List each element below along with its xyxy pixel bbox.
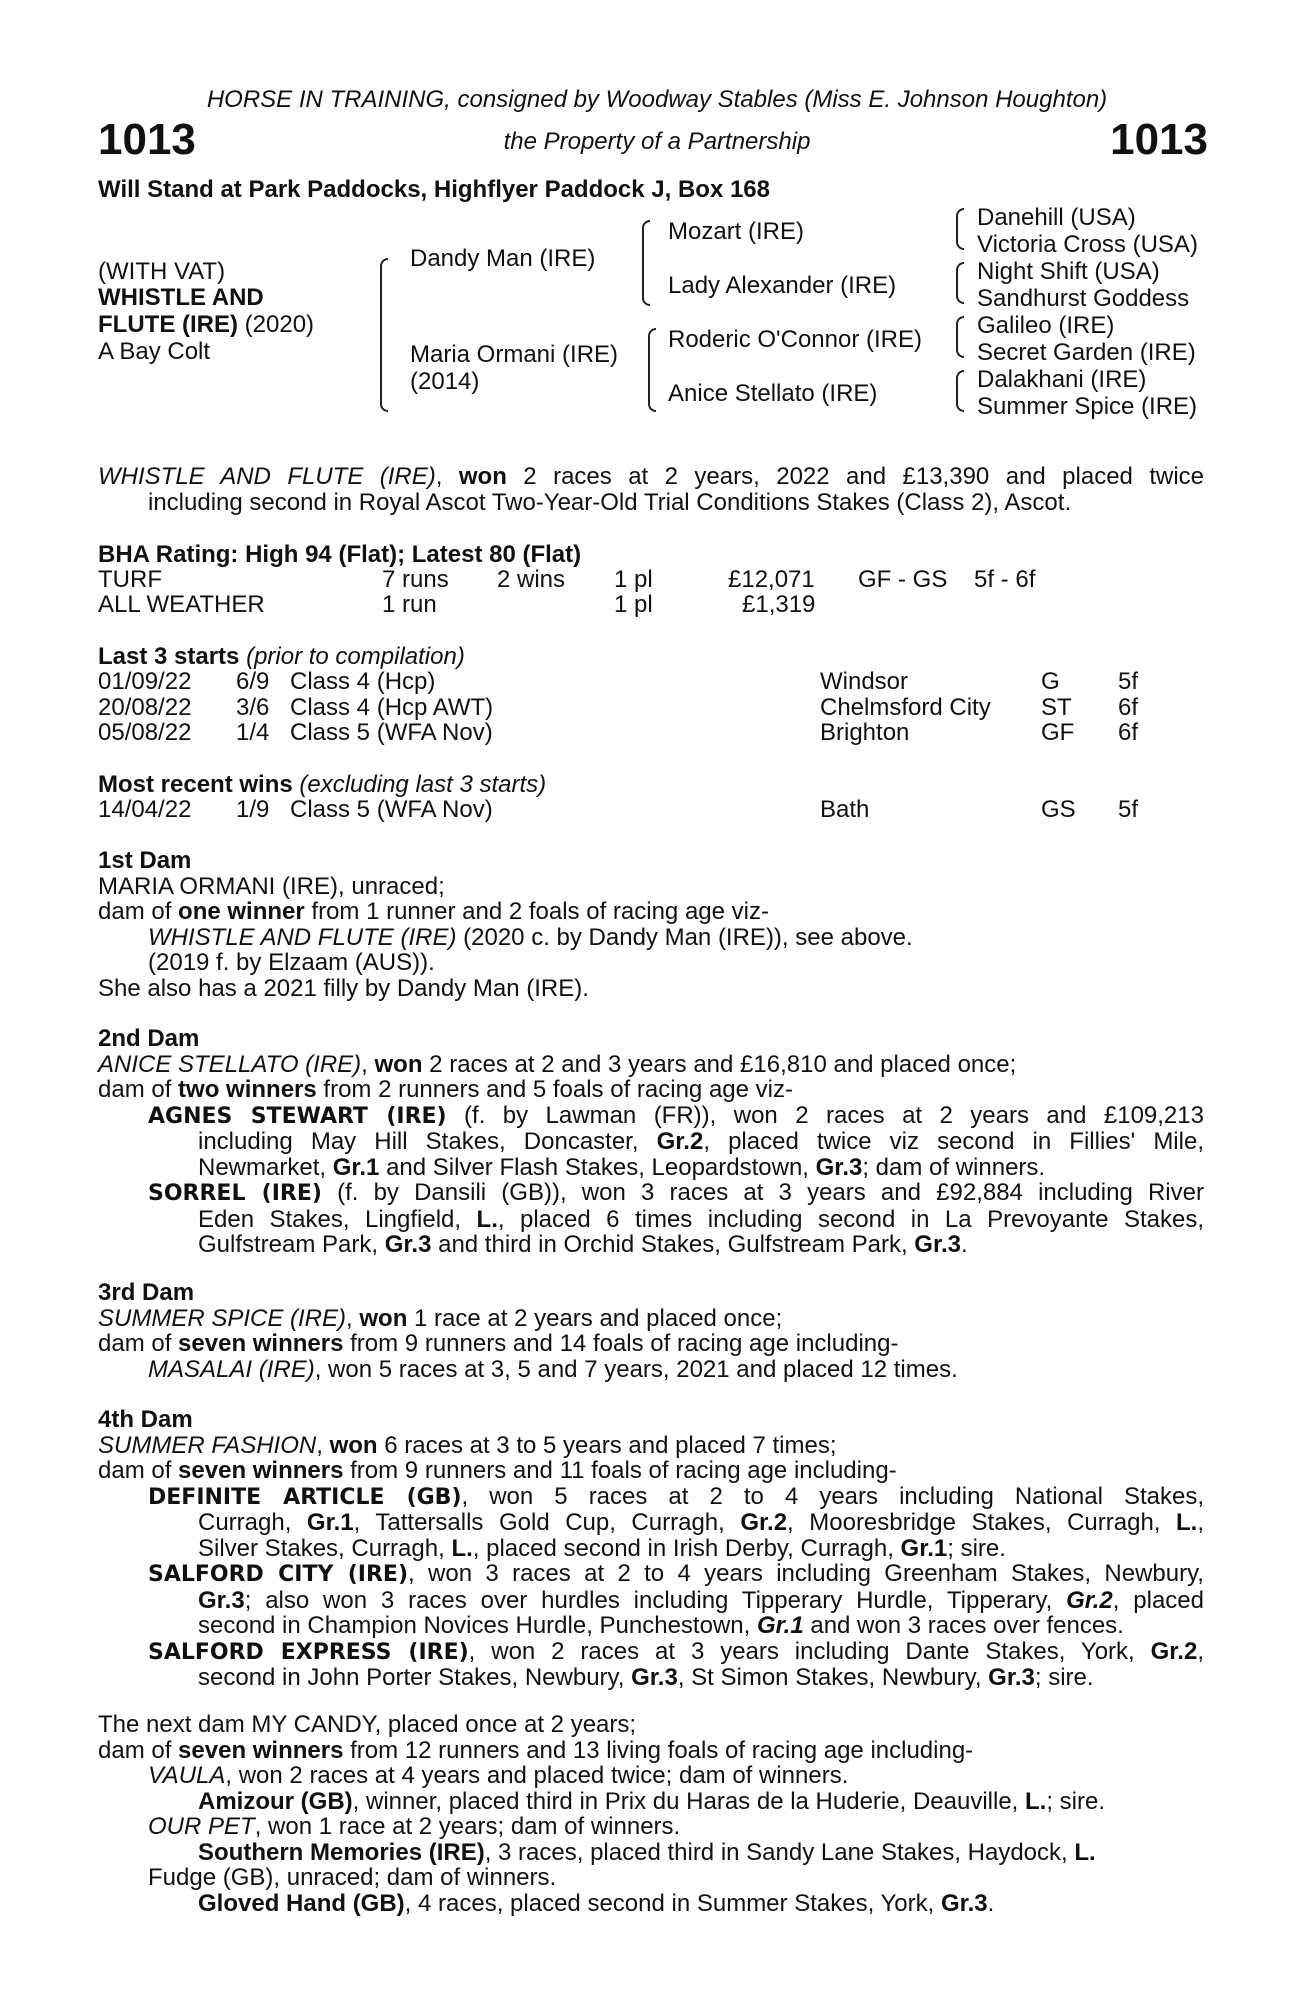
- dam3-line3: [98, 1357, 1204, 1383]
- last3-r2-cls: Class 4 (Hcp AWT): [290, 694, 494, 721]
- rating-turf-runs: 7 runs: [382, 566, 449, 593]
- property-line: the Property of a Partnership: [503, 128, 811, 155]
- dam2-l1b: ,: [361, 1050, 375, 1078]
- sorrel-2c: , placed 6 times including second in La Prevoyante Stakes,: [497, 1205, 1204, 1233]
- se-2b: Gr.3: [631, 1664, 678, 1691]
- da-1: , won 5 races at 2 to 4 years including National Stakes,: [461, 1482, 1204, 1510]
- rating-turf-surface: TURF: [98, 566, 162, 593]
- dam1-line4: (2019 f. by Elzaam (AUS)).: [148, 949, 435, 976]
- next-l2b: seven winners: [178, 1736, 344, 1764]
- last3-r1-cls: Class 4 (Hcp): [290, 668, 436, 695]
- last3-r1-dist: 5f: [1118, 668, 1139, 695]
- ped-sds: Night Shift (USA): [977, 258, 1160, 285]
- sorrel-3a: Gulfstream Park,: [198, 1231, 385, 1258]
- last3-title-text: Last 3 starts: [98, 643, 240, 670]
- se-2d: Gr.3: [988, 1664, 1035, 1691]
- da-2d: Gr.2: [740, 1509, 788, 1536]
- last3-r2-going: ST: [1041, 694, 1072, 721]
- rating-turf-wins: 2 wins: [497, 566, 566, 593]
- summary-name: WHISTLE AND FLUTE (IRE): [98, 463, 436, 490]
- dam3-l1b: ,: [346, 1304, 360, 1332]
- dam3-l3a: MASALAI (IRE): [148, 1355, 315, 1383]
- da-3a: Silver Stakes, Curragh,: [198, 1534, 452, 1562]
- sorrel-3c: and third in Orchid Stakes, Gulfstream Park,: [431, 1231, 915, 1258]
- da-3c: , placed second in Irish Derby, Curragh,: [472, 1534, 901, 1562]
- sorrel-2b: L.: [476, 1205, 498, 1233]
- next-l2a: dam of: [98, 1736, 179, 1764]
- dam3-title: 3rd Dam: [98, 1279, 195, 1306]
- se-1b: Gr.2: [1150, 1637, 1198, 1665]
- last3-r3-dist: 6f: [1118, 719, 1139, 746]
- dam1-l2a: dam of: [98, 898, 179, 925]
- lot-number-right: 1013: [1110, 115, 1208, 164]
- next-l8a: Gloved Hand (GB): [198, 1889, 405, 1917]
- sire-sire: Mozart (IRE): [668, 218, 805, 245]
- next-l8c: Gr.3: [940, 1889, 988, 1917]
- da-2e: , Mooresbridge Stakes, Curragh,: [787, 1509, 1177, 1536]
- dam3-l1c: won: [359, 1304, 408, 1332]
- recent-title-text: Most recent wins: [98, 771, 293, 798]
- rating-title: BHA Rating: High 94 (Flat); Latest 80 (Flat): [98, 541, 582, 568]
- last3-r3-course: Brighton: [820, 719, 910, 746]
- next-l5a: OUR PET: [148, 1813, 255, 1840]
- brace-ss: [956, 208, 964, 250]
- rating-aw-surface: ALL WEATHER: [98, 591, 265, 618]
- last3-r3-going: GF: [1041, 719, 1075, 746]
- dam1-line1: MARIA ORMANI (IRE), unraced;: [98, 872, 445, 900]
- brace-sire: [642, 220, 650, 306]
- brace-sd: [956, 262, 964, 304]
- rating-turf-pl: 1 pl: [614, 566, 653, 593]
- next-l3b: , won 2 races at 4 years and placed twice; dam of winners.: [225, 1762, 849, 1789]
- last3-r2-pos: 3/6: [236, 694, 270, 721]
- next-l4d: ; sire.: [1046, 1787, 1106, 1815]
- sorrel-2a: Eden Stakes, Lingfield,: [198, 1205, 477, 1233]
- se-1c: ,: [1197, 1637, 1204, 1665]
- sc-2b: ; also won 3 races over hurdles including Tipperary Hurdle, Tipperary,: [244, 1586, 1067, 1614]
- next-l4b: , winner, placed third in Prix du Haras de la Huderie, Deauville,: [352, 1787, 1025, 1815]
- horse-name-line1: WHISTLE AND: [98, 284, 264, 311]
- sorrel-3e: .: [960, 1231, 968, 1258]
- next-l2c: from 12 runners and 13 living foals of racing age including-: [343, 1736, 974, 1764]
- dam3-l2a: dam of: [98, 1330, 179, 1357]
- dam4-section: [98, 1407, 1204, 1691]
- se-2a: second in John Porter Stakes, Newbury,: [198, 1664, 632, 1691]
- last3-r2-course: Chelmsford City: [820, 694, 991, 721]
- dam2-l2c: from 2 runners and 5 foals of racing age viz-: [316, 1076, 793, 1103]
- da-line2: [98, 1510, 1204, 1536]
- dam1-line2: [98, 899, 1204, 925]
- recent-r1-date: 14/04/22: [98, 796, 192, 823]
- da-3d: Gr.1: [900, 1534, 948, 1562]
- agnes-3a: Newmarket,: [198, 1153, 333, 1181]
- sc-line3: [98, 1613, 1204, 1639]
- sc-2c: Gr.2: [1066, 1586, 1113, 1614]
- sorrel-1: (f. by Dansili (GB)), won 3 races at 3 years and £92,884 including River: [321, 1179, 1204, 1206]
- da-2b: Gr.1: [306, 1509, 354, 1536]
- da-3b: L.: [451, 1534, 473, 1562]
- horse-name-line2: [98, 312, 314, 338]
- dam1-l2b: one winner: [178, 898, 305, 925]
- last3-r3-cls: Class 5 (WFA Nov): [290, 719, 493, 746]
- agnes-3c: and Silver Flash Stakes, Leopardstown,: [379, 1153, 816, 1181]
- dam3-l2b: seven winners: [178, 1330, 344, 1357]
- next-l3a: VAULA: [148, 1762, 226, 1789]
- dam1-l3a: WHISTLE AND FLUTE (IRE): [148, 923, 457, 951]
- rating-turf-going: GF - GS: [858, 566, 948, 593]
- dam2-title: 2nd Dam: [98, 1025, 200, 1052]
- da-3e: ; sire.: [947, 1534, 1006, 1562]
- rating-aw-pl: 1 pl: [614, 591, 653, 618]
- dam3-l3b: , won 5 races at 3, 5 and 7 years, 2021 and placed 12 times.: [314, 1355, 958, 1383]
- dam4-title: 4th Dam: [98, 1406, 193, 1433]
- last3-r1-date: 01/09/22: [98, 668, 192, 695]
- dam4-l1a: SUMMER FASHION: [98, 1431, 317, 1459]
- sorrel-line3: [98, 1232, 1204, 1258]
- last3-r2-date: 20/08/22: [98, 694, 192, 721]
- sc-2d: , placed: [1112, 1586, 1204, 1614]
- last3-r3-pos: 1/4: [236, 719, 270, 746]
- da-2c: , Tattersalls Gold Cup, Curragh,: [353, 1509, 741, 1536]
- next-line4: [98, 1789, 1204, 1815]
- last3-r2-dist: 6f: [1118, 694, 1139, 721]
- brace-gen1: [380, 258, 388, 412]
- se-1a: , won 2 races at 3 years including Dante Stakes, York,: [468, 1637, 1151, 1665]
- agnes-2b: Gr.2: [656, 1128, 704, 1155]
- next-line6: [98, 1840, 1204, 1866]
- dam3-l1d: 1 race at 2 years and placed once;: [407, 1304, 783, 1332]
- brace-ds: [956, 316, 964, 358]
- sire-dam: Lady Alexander (IRE): [668, 272, 897, 299]
- agnes-name: AGNES STEWART (IRE): [148, 1103, 447, 1129]
- next-l8d: .: [987, 1889, 995, 1917]
- dam4-line1: [98, 1433, 1204, 1459]
- next-line8: [98, 1891, 1204, 1917]
- rating-aw-runs: 1 run: [382, 591, 437, 618]
- da-2g: ,: [1197, 1509, 1205, 1536]
- dam3-l1a: SUMMER SPICE (IRE): [98, 1304, 347, 1332]
- dam4-l2c: from 9 runners and 11 foals of racing age including-: [343, 1457, 897, 1484]
- lot-number-left: 1013: [98, 115, 196, 164]
- last3-r1-pos: 6/9: [236, 668, 270, 695]
- next-line3: [98, 1763, 1204, 1789]
- dam1-l2c: from 1 runner and 2 foals of racing age viz-: [304, 898, 769, 925]
- sc-line2: [98, 1588, 1204, 1614]
- next-line5: [98, 1814, 1204, 1840]
- agnes-2c: , placed twice viz second in Fillies' Mile,: [703, 1128, 1204, 1155]
- da-2a: Curragh,: [198, 1509, 307, 1536]
- sc-line1: [98, 1561, 1204, 1588]
- next-l4a: Amizour (GB): [198, 1787, 353, 1815]
- recent-r1-cls: Class 5 (WFA Nov): [290, 796, 493, 823]
- last3-note: (prior to compilation): [239, 643, 465, 670]
- ped-sss: Danehill (USA): [977, 204, 1136, 231]
- stand-line: Will Stand at Park Paddocks, Highflyer Paddock J, Box 168: [98, 176, 770, 203]
- brace-dd: [956, 370, 964, 412]
- se-2c: , St Simon Stakes, Newbury,: [677, 1664, 989, 1691]
- next-line1: The next dam MY CANDY, placed once at 2 years;: [98, 1711, 637, 1738]
- agnes-line1: [98, 1103, 1204, 1130]
- recent-r1-pos: 1/9: [236, 796, 270, 823]
- brace-dam: [648, 328, 656, 412]
- sorrel-line1: [98, 1180, 1204, 1207]
- sc-3c: and won 3 races over fences.: [803, 1612, 1124, 1639]
- sc-3a: second in Champion Novices Hurdle, Punchestown,: [198, 1612, 757, 1639]
- dam2-l1a: ANICE STELLATO (IRE): [98, 1050, 362, 1078]
- se-name: SALFORD EXPRESS (IRE): [148, 1639, 469, 1665]
- dam2-line1: [98, 1052, 1204, 1078]
- da-line3: [98, 1536, 1204, 1562]
- dam3-line2: [98, 1331, 1204, 1357]
- last3-r1-course: Windsor: [820, 668, 909, 695]
- da-line1: [98, 1484, 1204, 1511]
- dam4-l1c: won: [329, 1431, 378, 1459]
- dam1-l3b: (2020 c. by Dandy Man (IRE)), see above.: [456, 923, 913, 951]
- next-line7: Fudge (GB), unraced; dam of winners.: [148, 1864, 557, 1891]
- recent-r1-dist: 5f: [1118, 796, 1139, 823]
- vat-label: (WITH VAT): [98, 258, 226, 285]
- se-line2: [98, 1665, 1204, 1691]
- dam1-line3: [98, 925, 1204, 951]
- ped-sdd: Sandhurst Goddess: [977, 285, 1190, 312]
- agnes-1: (f. by Lawman (FR)), won 2 races at 2 years and £109,213: [446, 1101, 1204, 1129]
- horse-year: (2020): [237, 311, 315, 338]
- recent-r1-course: Bath: [820, 796, 870, 823]
- summary-line1: WHISTLE AND FLUTE (IRE), won 2 races at 2 years, 2022 and £13,390 and placed twice: [98, 463, 1205, 490]
- ped-dss: Galileo (IRE): [977, 312, 1115, 339]
- next-l6b: , 3 races, placed third in Sandy Lane Stakes, Haydock,: [484, 1838, 1075, 1866]
- dam4-line2: [98, 1458, 1204, 1484]
- agnes-3b: Gr.1: [332, 1153, 380, 1181]
- sire-name: Dandy Man (IRE): [410, 245, 596, 272]
- recent-note: (excluding last 3 starts): [292, 771, 547, 798]
- ped-ddd: Summer Spice (IRE): [977, 393, 1198, 420]
- dam-name: Maria Ormani (IRE): [410, 341, 619, 368]
- last3-r1-going: G: [1041, 668, 1060, 695]
- recent-r1-going: GS: [1041, 796, 1076, 823]
- sorrel-name: SORREL (IRE): [148, 1181, 322, 1206]
- dam1-section: [98, 848, 1204, 1001]
- ped-dsd: Secret Garden (IRE): [977, 339, 1196, 366]
- next-dam-section: [98, 1712, 1204, 1916]
- dam2-l2b: two winners: [178, 1076, 317, 1103]
- dam4-l1d: 6 races at 3 to 5 years and placed 7 times;: [377, 1431, 837, 1459]
- next-l6c: L.: [1074, 1838, 1096, 1866]
- agnes-3e: ; dam of winners.: [862, 1153, 1046, 1181]
- dam3-section: [98, 1280, 1204, 1382]
- summary: [98, 464, 1204, 515]
- dam2-l1c: won: [374, 1050, 423, 1078]
- agnes-3d: Gr.3: [815, 1153, 863, 1181]
- next-l6a: Southern Memories (IRE): [198, 1838, 485, 1866]
- agnes-2a: including May Hill Stakes, Doncaster,: [198, 1128, 657, 1155]
- horse-name-line2-text: FLUTE (IRE): [98, 311, 238, 338]
- se-2e: ; sire.: [1034, 1664, 1094, 1691]
- sorrel-3b: Gr.3: [384, 1231, 432, 1258]
- sorrel-line2: [98, 1207, 1204, 1233]
- agnes-line3: [98, 1155, 1204, 1181]
- ped-ssd: Victoria Cross (USA): [977, 231, 1198, 258]
- recent-title: [98, 772, 546, 798]
- next-line2: [98, 1738, 1204, 1764]
- dam2-section: [98, 1026, 1204, 1258]
- summary-won: won: [458, 463, 507, 490]
- next-l5b: , won 1 race at 2 years; dam of winners.: [254, 1813, 681, 1840]
- dam3-line1: [98, 1306, 1204, 1332]
- consign-line: HORSE IN TRAINING, consigned by Woodway Stables (Miss E. Johnson Houghton): [206, 86, 1108, 113]
- sc-1: , won 3 races at 2 to 4 years including Greenham Stakes, Newbury,: [408, 1560, 1204, 1587]
- next-l4c: L.: [1025, 1787, 1047, 1815]
- dam2-l2a: dam of: [98, 1076, 179, 1103]
- agnes-line2: [98, 1129, 1204, 1155]
- dam-dam: Anice Stellato (IRE): [668, 380, 878, 407]
- dam-year: (2014): [410, 368, 480, 395]
- sc-2a: Gr.3: [198, 1586, 245, 1614]
- dam4-l1b: ,: [316, 1431, 330, 1459]
- dam3-l2c: from 9 runners and 14 foals of racing age including-: [343, 1330, 899, 1357]
- rating-aw-prize: £1,319: [742, 591, 816, 618]
- se-line1: [98, 1639, 1204, 1666]
- summary-line2: including second in Royal Ascot Two-Year-Old Trial Conditions Stakes (Class 2), Ascot.: [148, 488, 1072, 516]
- sc-3b: Gr.1: [756, 1612, 804, 1639]
- summary-rest1: 2 races at 2 years, 2022 and £13,390 and placed twice: [506, 463, 1205, 490]
- da-2f: L.: [1176, 1509, 1198, 1536]
- dam2-l1d: 2 races at 2 and 3 years and £16,810 and placed once;: [422, 1050, 1017, 1078]
- dam4-l2b: seven winners: [178, 1457, 344, 1484]
- horse-desc: A Bay Colt: [98, 338, 211, 365]
- next-l8b: , 4 races, placed second in Summer Stakes, York,: [404, 1889, 941, 1917]
- ped-dds: Dalakhani (IRE): [977, 366, 1147, 393]
- rating-turf-prize: £12,071: [728, 566, 815, 593]
- last3-r3-date: 05/08/22: [98, 719, 192, 746]
- dam2-line2: [98, 1077, 1204, 1103]
- dam4-l2a: dam of: [98, 1457, 179, 1484]
- last3-title: [98, 644, 465, 670]
- dam1-title: 1st Dam: [98, 847, 192, 874]
- da-name: DEFINITE ARTICLE (GB): [148, 1484, 462, 1510]
- dam1-line5: She also has a 2021 filly by Dandy Man (IRE).: [98, 974, 589, 1002]
- sorrel-3d: Gr.3: [914, 1231, 961, 1258]
- sc-name: SALFORD CITY (IRE): [148, 1562, 409, 1587]
- dam-sire: Roderic O'Connor (IRE): [668, 326, 922, 353]
- rating-turf-dist: 5f - 6f: [974, 566, 1036, 593]
